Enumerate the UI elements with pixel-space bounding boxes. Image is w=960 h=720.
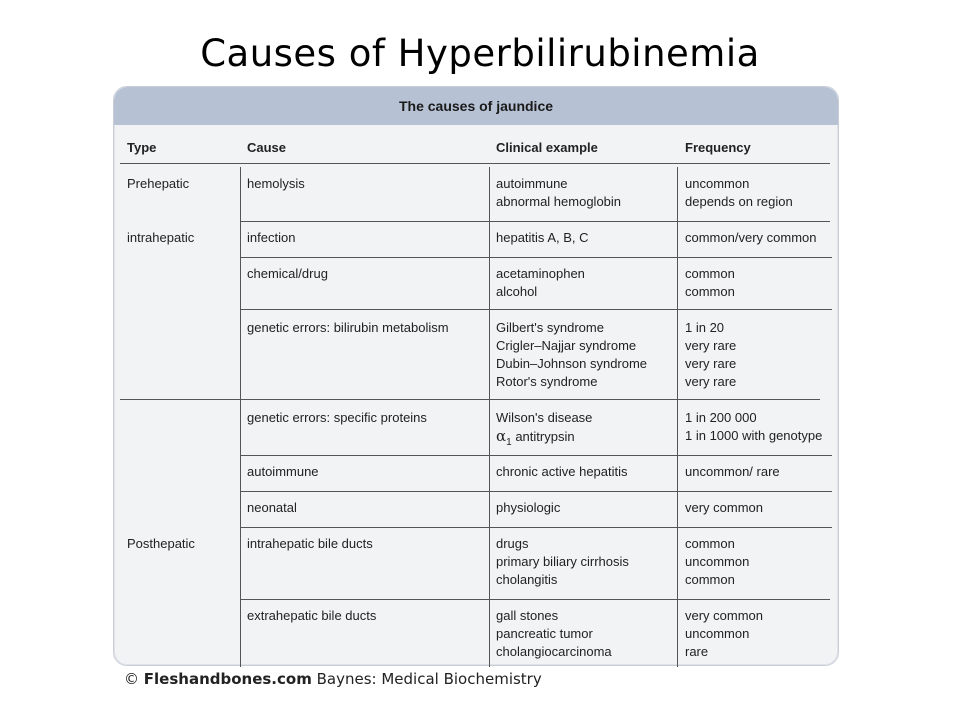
- frequency-line: uncommon: [685, 554, 750, 569]
- clinical-line: Wilson's disease: [496, 410, 593, 425]
- frequency-line: 1 in 200 000: [685, 410, 757, 425]
- type-intrahepatic: intrahepatic: [127, 230, 195, 245]
- clinical-line: autoimmune: [496, 176, 568, 191]
- clinical-cell: [496, 229, 589, 247]
- header-rule: [120, 163, 830, 164]
- frequency-line: common: [685, 536, 735, 551]
- clinical-cell: [496, 265, 585, 301]
- credit-source: Baynes: Medical Biochemistry: [316, 670, 542, 688]
- clinical-cell: [496, 409, 592, 448]
- clinical-cell: [496, 535, 629, 589]
- frequency-cell: [685, 535, 749, 589]
- frequency-line: uncommon: [685, 176, 750, 191]
- header-clinical: Clinical example: [496, 140, 598, 155]
- frequency-cell: [685, 229, 816, 247]
- frequency-cell: [685, 463, 780, 481]
- cause-cell: genetic errors: bilirubin metabolism: [247, 320, 449, 335]
- clinical-line: chronic active hepatitis: [496, 464, 628, 479]
- frequency-cell: [685, 409, 822, 445]
- row-divider: [240, 257, 832, 258]
- frequency-line: common/very common: [685, 230, 817, 245]
- type-posthepatic: Posthepatic: [127, 536, 195, 551]
- row-divider: [240, 455, 832, 456]
- title-part-2: Hyperbilirubinemia: [397, 32, 760, 75]
- cause-cell: extrahepatic bile ducts: [247, 608, 377, 623]
- row-divider: [240, 599, 830, 600]
- frequency-cell: [685, 319, 736, 391]
- frequency-line: uncommon/ rare: [685, 464, 780, 479]
- frequency-line: common: [685, 266, 735, 281]
- source-credit: [124, 670, 542, 688]
- frequency-line: very common: [685, 608, 764, 623]
- cause-cell: chemical/drug: [247, 266, 328, 281]
- frequency-line: common: [685, 284, 735, 299]
- cause-cell: intrahepatic bile ducts: [247, 536, 373, 551]
- header-frequency: Frequency: [685, 140, 751, 155]
- cause-cell: autoimmune: [247, 464, 319, 479]
- frequency-cell: [685, 607, 763, 661]
- title-part-1: Causes of: [200, 32, 386, 75]
- clinical-line: Rotor's syndrome: [496, 374, 598, 389]
- row-divider: [240, 221, 830, 222]
- clinical-line: drugs: [496, 536, 529, 551]
- frequency-line: rare: [685, 644, 709, 659]
- jaundice-table-panel: [113, 86, 839, 666]
- panel-heading: The causes of jaundice: [114, 87, 838, 125]
- type-prehepatic: Prehepatic: [127, 176, 190, 191]
- frequency-line: 1 in 1000 with genotype: [685, 428, 823, 443]
- frequency-line: very rare: [685, 338, 737, 353]
- clinical-cell: [496, 175, 621, 211]
- clinical-line: physiologic: [496, 500, 561, 515]
- frequency-line: very rare: [685, 356, 737, 371]
- frequency-line: very rare: [685, 374, 737, 389]
- clinical-line: abnormal hemoglobin: [496, 194, 622, 209]
- copyright-symbol: ©: [124, 670, 139, 688]
- cause-cell: neonatal: [247, 500, 297, 515]
- antitrypsin-text: antitrypsin: [515, 429, 575, 444]
- column-divider: [489, 167, 490, 667]
- row-divider: [240, 309, 832, 310]
- clinical-line: Crigler–Najjar syndrome: [496, 338, 637, 353]
- frequency-line: uncommon: [685, 626, 750, 641]
- header-cause: Cause: [247, 140, 287, 155]
- slide-title: [0, 32, 960, 75]
- clinical-line: primary biliary cirrhosis: [496, 554, 629, 569]
- cause-cell: infection: [247, 230, 296, 245]
- column-divider: [677, 167, 678, 667]
- alpha-symbol: α: [496, 427, 507, 445]
- frequency-line: common: [685, 572, 735, 587]
- clinical-line: alcohol: [496, 284, 538, 299]
- cause-cell: hemolysis: [247, 176, 305, 191]
- clinical-line: pancreatic tumor: [496, 626, 593, 641]
- clinical-line: hepatitis A, B, C: [496, 230, 589, 245]
- clinical-line: acetaminophen: [496, 266, 585, 281]
- column-divider: [240, 167, 241, 667]
- clinical-line: cholangitis: [496, 572, 558, 587]
- row-divider: [240, 491, 832, 492]
- cause-cell: genetic errors: specific proteins: [247, 410, 427, 425]
- clinical-line: [496, 427, 592, 448]
- frequency-line: 1 in 20: [685, 320, 725, 335]
- clinical-line: cholangiocarcinoma: [496, 644, 612, 659]
- frequency-line: very common: [685, 500, 764, 515]
- clinical-line: Dubin–Johnson syndrome: [496, 356, 648, 371]
- frequency-line: depends on region: [685, 194, 793, 209]
- alpha-subscript: 1: [506, 437, 512, 448]
- clinical-cell: [496, 319, 647, 391]
- credit-site: Fleshandbones.com: [143, 670, 312, 688]
- row-divider: [240, 527, 832, 528]
- clinical-line: gall stones: [496, 608, 559, 623]
- clinical-cell: [496, 499, 560, 517]
- row-divider: [120, 399, 820, 400]
- header-type: Type: [127, 140, 157, 155]
- frequency-cell: [685, 265, 735, 301]
- clinical-cell: [496, 607, 612, 661]
- frequency-cell: [685, 175, 793, 211]
- frequency-cell: [685, 499, 763, 517]
- clinical-cell: [496, 463, 628, 481]
- clinical-line: Gilbert's syndrome: [496, 320, 604, 335]
